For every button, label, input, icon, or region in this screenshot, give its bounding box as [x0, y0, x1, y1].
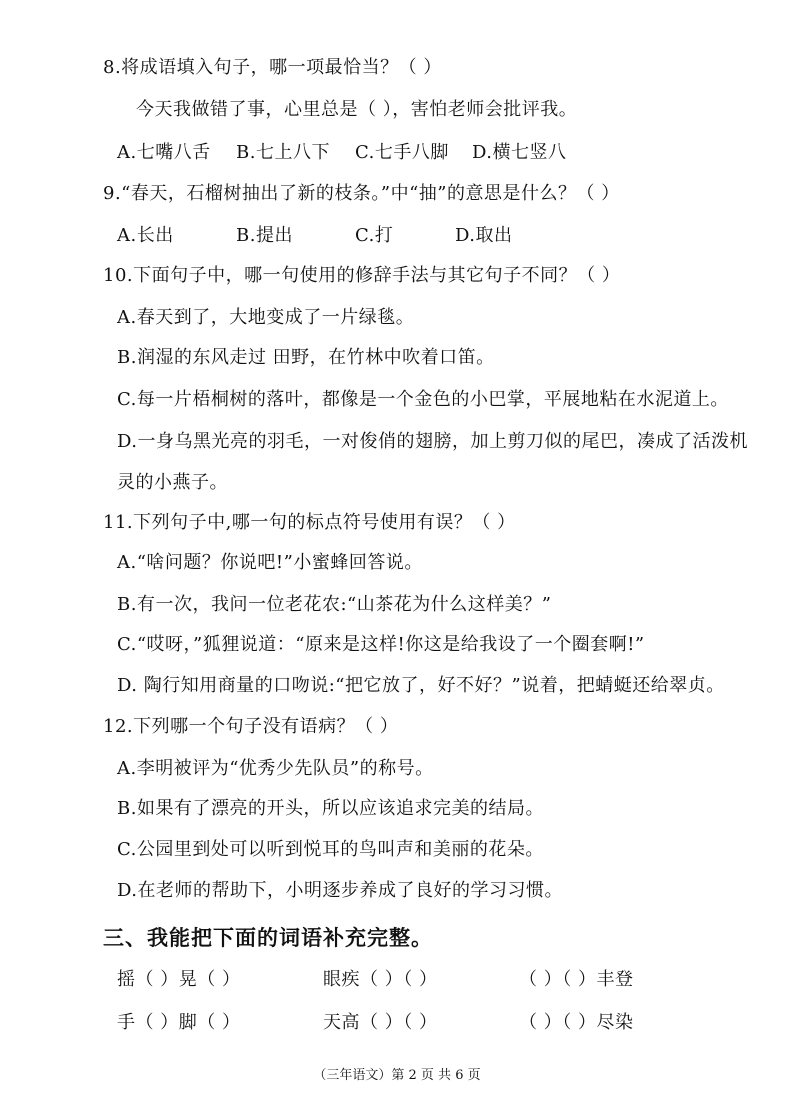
- question-12-stem: 12.下列哪一个句子没有语病？（ ）: [103, 716, 399, 737]
- word-fill-item: （ ）（ ）丰登: [519, 969, 634, 990]
- question-9-options: [117, 224, 677, 248]
- question-11-option-c: C.“哎呀，”狐狸说道：“原来是这样!你这是给我设了一个圈套啊!”: [117, 634, 645, 655]
- question-12-option-c: C.公园里到处可以听到悦耳的鸟叫声和美丽的花朵。: [117, 839, 544, 860]
- question-12-option-d: D.在老师的帮助下，小明逐步养成了良好的学习习惯。: [117, 880, 564, 901]
- question-10-stem: 10.下面句子中，哪一句使用的修辞手法与其它句子不同？（ ）: [103, 265, 621, 286]
- question-11-option-d: D. 陶行知用商量的口吻说:“把它放了，好不好？”说着，把蜻蜓还给翠贞。: [117, 675, 725, 696]
- question-8-options: [117, 141, 677, 165]
- question-8-sentence: 今天我做错了事，心里总是（ ），害怕老师会批评我。: [136, 99, 578, 120]
- question-11-option-b: B.有一次，我问一位老花农:“山茶花为什么这样美？”: [117, 594, 552, 615]
- question-9-stem: 9.“春天，石榴树抽出了新的枝条。”中“抽”的意思是什么？（ ）: [103, 183, 620, 204]
- word-fill-row-1: [117, 968, 697, 992]
- option-b: B.提出: [236, 225, 293, 246]
- section-3-title: 三、我能把下面的词语补充完整。: [103, 926, 433, 950]
- question-10-option-a: A.春天到了，大地变成了一片绿毯。: [117, 307, 415, 328]
- word-fill-item: 天高（ ）（ ）: [323, 1012, 438, 1033]
- word-fill-item: 摇（ ）晃（ ）: [117, 969, 241, 990]
- word-fill-row-2: [117, 1011, 697, 1035]
- word-fill-item: 眼疾（ ）（ ）: [323, 969, 438, 990]
- option-c: C.七手八脚: [355, 142, 449, 163]
- question-10-option-c: C.每一片梧桐树的落叶，都像是一个金色的小巴掌，平展地粘在水泥道上。: [117, 389, 729, 410]
- question-10-option-d: D.一身乌黑光亮的羽毛，一对俊俏的翅膀，加上剪刀似的尾巴，凑成了活泼机: [117, 431, 749, 452]
- word-fill-item: （ ）（ ）尽染: [519, 1012, 634, 1033]
- option-a: A.长出: [117, 225, 174, 246]
- question-10-option-d-cont: 灵的小燕子。: [117, 472, 228, 493]
- option-a: A.七嘴八舌: [117, 142, 211, 163]
- question-8-stem: 8.将成语填入句子，哪一项最恰当？（ ）: [103, 57, 442, 78]
- word-fill-item: 手（ ）脚（ ）: [117, 1012, 241, 1033]
- option-d: D.取出: [455, 225, 513, 246]
- question-10-option-b: B.润湿的东风走过 田野，在竹林中吹着口笛。: [117, 347, 495, 368]
- question-12-option-b: B.如果有了漂亮的开头，所以应该追求完美的结局。: [117, 798, 544, 819]
- question-12-option-a: A.李明被评为“优秀少先队员”的称号。: [117, 758, 434, 779]
- question-11-stem: 11.下列句子中,哪一句的标点符号使用有误？（ ）: [103, 512, 516, 533]
- option-b: B.七上八下: [236, 142, 330, 163]
- question-11-option-a: A.“啥问题？你说吧!”小蜜蜂回答说。: [117, 552, 423, 573]
- option-d: D.横七竖八: [472, 142, 567, 163]
- option-c: C.打: [355, 225, 394, 246]
- page-footer: （三年语文）第 2 页 共 6 页: [313, 1068, 481, 1083]
